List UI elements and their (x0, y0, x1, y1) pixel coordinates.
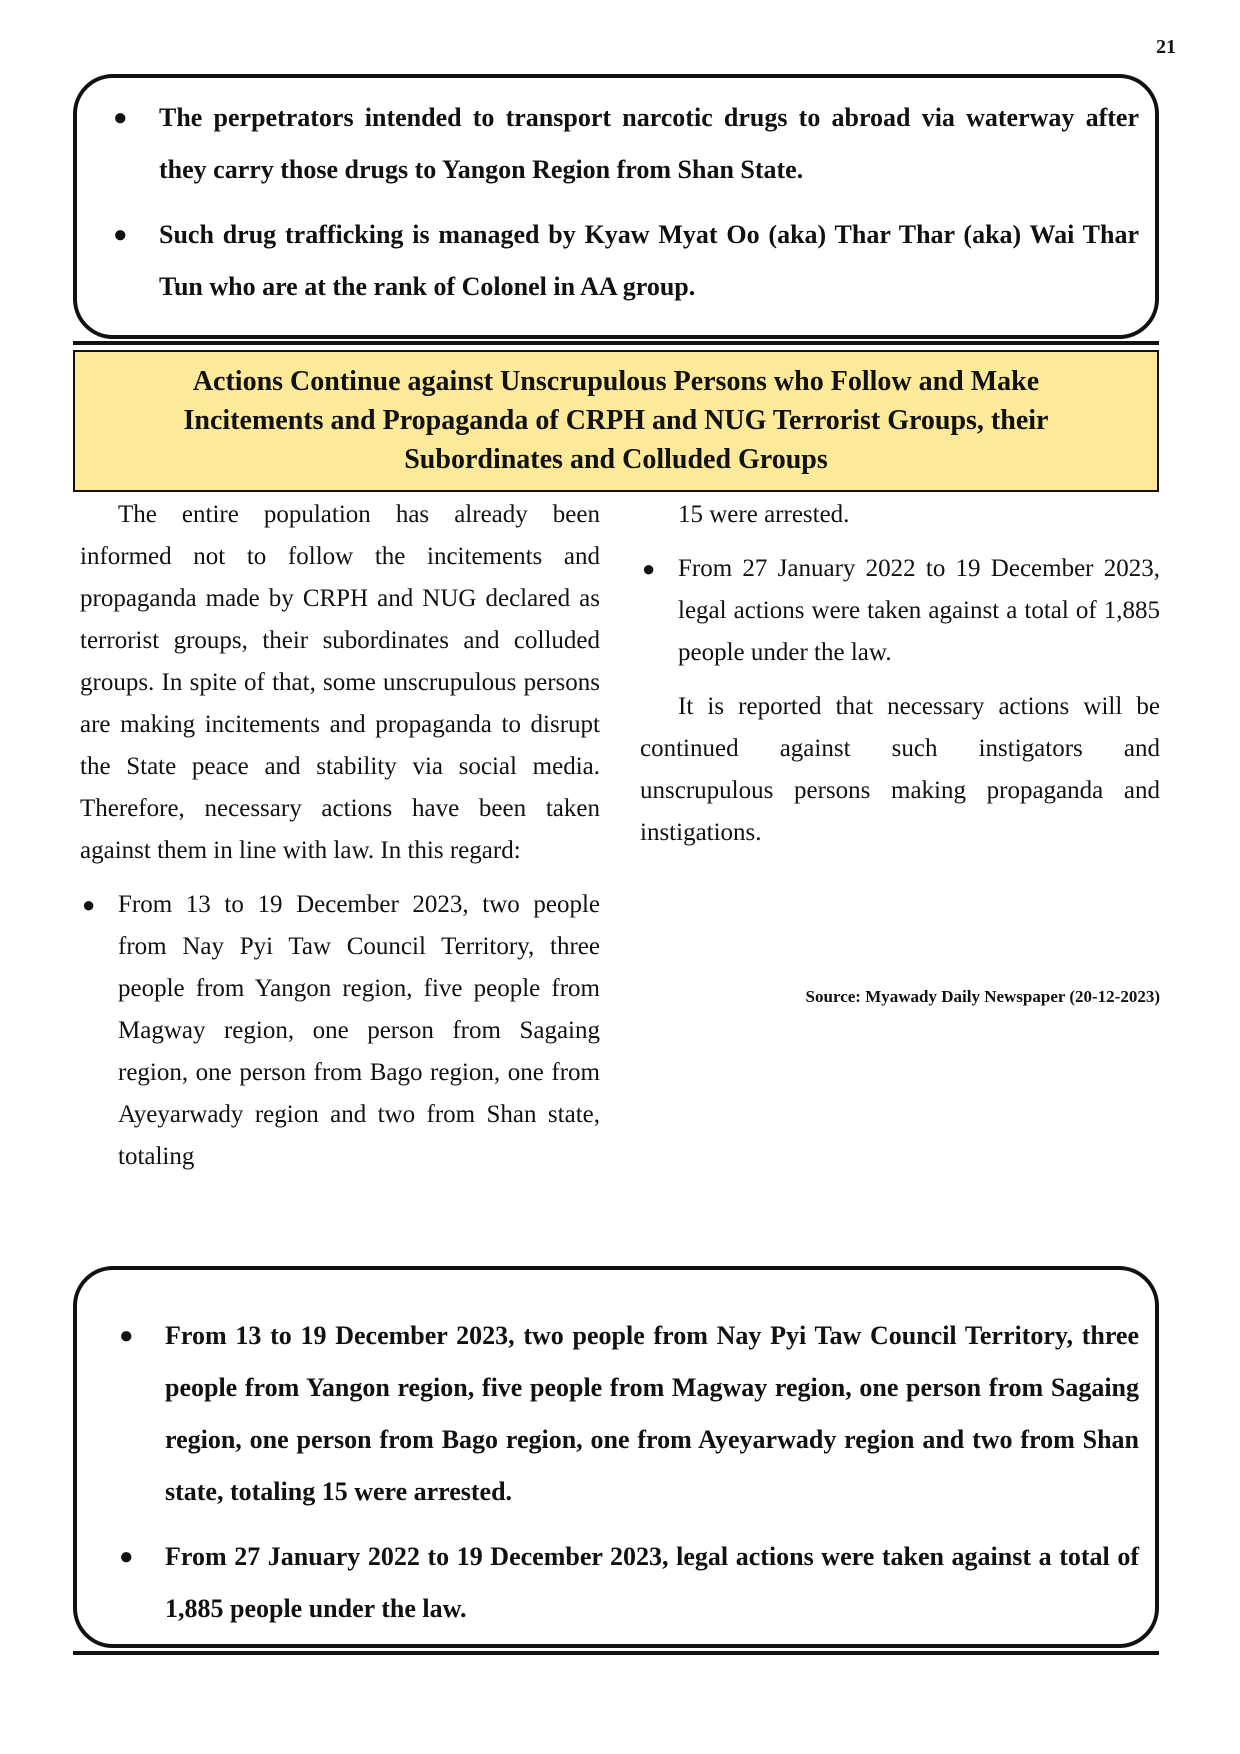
highlight-list-top (107, 92, 1139, 313)
source-credit: Source: Myawady Daily Newspaper (20-12-2023) (805, 987, 1160, 1006)
highlight-box-bottom (73, 1266, 1159, 1648)
headline-line: Incitements and Propaganda of CRPH and NUG Terrorist Groups, their (183, 405, 1049, 436)
article-list-right (640, 548, 1160, 674)
article-column-right (640, 494, 1160, 866)
list-item-text: From 13 to 19 December 2023, two people from Nay Pyi Taw Council Territory, three people from Yangon region, five people from Magway region, one person from Sagaing region, one person from Bago region, one from Ayeyarwady region and two from Shan state, totaling 15 were arrested. (165, 1321, 1139, 1506)
list-item (113, 1531, 1139, 1635)
bullet-icon: ● (119, 1544, 134, 1570)
divider-bottom (73, 1651, 1159, 1655)
list-item-text: Such drug trafficking is managed by Kyaw Myat Oo (aka) Thar Thar (aka) Wai Thar Tun who are at the rank of Colonel in AA group. (159, 220, 1139, 301)
bullet-icon: ● (113, 222, 128, 248)
list-item-text: From 13 to 19 December 2023, two people from Nay Pyi Taw Council Territory, three people from Yangon region, five people from Magway region, one person from Sagaing region, one person from Bago region, one from Ayeyarwady region and two from Shan state, totaling (118, 891, 600, 1170)
highlight-box-top (73, 74, 1159, 339)
list-item (80, 884, 600, 1178)
headline-line: Subordinates and Colluded Groups (404, 444, 828, 475)
bullet-icon: ● (113, 105, 128, 131)
list-item-continuation: 15 were arrested. (678, 501, 850, 528)
headline-line: Actions Continue against Unscrupulous Persons who Follow and Make (192, 366, 1040, 397)
list-item (107, 92, 1139, 196)
bullet-icon: ● (642, 556, 656, 581)
article-column-left (80, 494, 600, 1190)
divider-top (73, 341, 1159, 345)
highlight-list-bottom (113, 1310, 1139, 1635)
bullet-icon: ● (82, 892, 96, 917)
list-item-text: From 27 January 2022 to 19 December 2023, legal actions were taken against a total of 1,885 people under the law. (678, 555, 1160, 666)
list-item-text: From 27 January 2022 to 19 December 2023, legal actions were taken against a total of 1,885 people under the law. (165, 1542, 1139, 1623)
article-list-left (80, 884, 600, 1178)
page-number: 21 (1156, 36, 1176, 58)
article-intro: The entire population has already been informed not to follow the incitements and propaganda made by CRPH and NUG declared as terrorist groups, their subordinates and colluded groups. In spite of that, some unscrupulous persons are making incitements and propaganda to disrupt the State peace and stability via social media. Therefore, necessary actions have been taken against them in line with law. In this regard: (80, 501, 600, 864)
list-item-text: The perpetrators intended to transport narcotic drugs to abroad via waterway after they carry those drugs to Yangon Region from Shan State. (159, 103, 1139, 184)
list-item (640, 548, 1160, 674)
bullet-icon: ● (119, 1323, 134, 1349)
article-closing: It is reported that necessary actions will be continued against such instigators and unscrupulous persons making propaganda and instigations. (640, 693, 1160, 846)
article-headline (73, 350, 1159, 492)
list-item (113, 1310, 1139, 1518)
list-item (107, 209, 1139, 313)
